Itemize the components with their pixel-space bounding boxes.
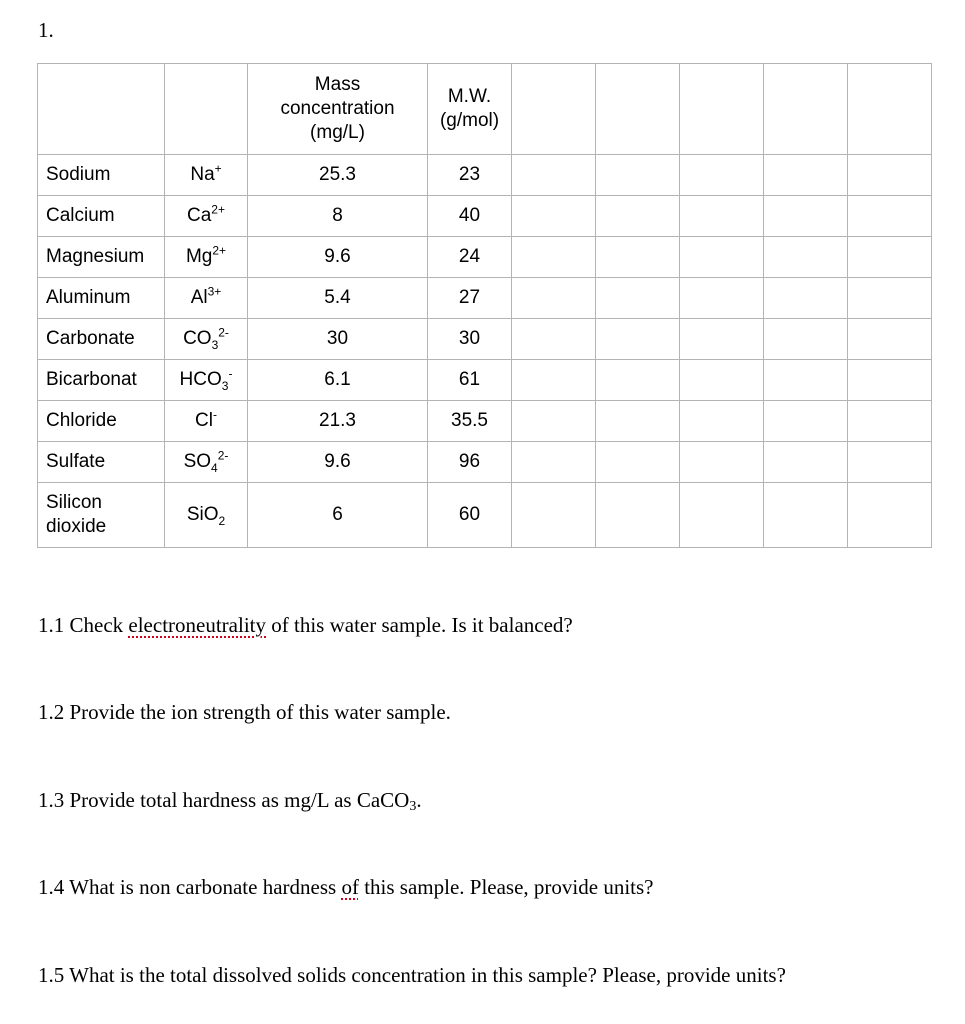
ion-formula-cell bbox=[165, 483, 248, 548]
empty-answer-cell bbox=[848, 278, 932, 319]
question-text: 1.2 Provide the ion strength of this water sample. bbox=[38, 700, 451, 724]
mass-concentration-cell: 5.4 bbox=[248, 278, 428, 319]
ion-name-cell: Aluminum bbox=[38, 278, 165, 319]
empty-answer-cell bbox=[596, 278, 680, 319]
empty-answer-cell bbox=[512, 442, 596, 483]
question-text: 1.3 Provide total hardness as mg/L as CaCO bbox=[38, 788, 410, 812]
empty-answer-cell bbox=[596, 483, 680, 548]
question-text: . bbox=[416, 788, 422, 812]
mass-concentration-cell: 30 bbox=[248, 319, 428, 360]
formula-subscript: 4 bbox=[211, 460, 218, 475]
table-row bbox=[38, 401, 932, 442]
formula-subscript: 3 bbox=[211, 337, 219, 352]
empty-answer-cell bbox=[848, 237, 932, 278]
mass-concentration-cell: 6 bbox=[248, 483, 428, 548]
empty-answer-cell bbox=[764, 360, 848, 401]
header-cell-empty bbox=[512, 64, 596, 155]
empty-answer-cell bbox=[848, 196, 932, 237]
table-row bbox=[38, 360, 932, 401]
header-cell-empty bbox=[764, 64, 848, 155]
formula-base: Na bbox=[190, 164, 215, 185]
empty-answer-cell bbox=[680, 196, 764, 237]
question-1-2 bbox=[38, 700, 451, 725]
ion-name-cell: Bicarbonat bbox=[38, 360, 165, 401]
header-cell-empty bbox=[848, 64, 932, 155]
formula-base: Ca bbox=[187, 205, 212, 226]
table-row bbox=[38, 155, 932, 196]
formula-base: SO bbox=[183, 451, 212, 472]
ion-formula-cell bbox=[165, 442, 248, 483]
table-row bbox=[38, 278, 932, 319]
empty-answer-cell bbox=[764, 483, 848, 548]
formula-charge: - bbox=[228, 366, 233, 381]
empty-answer-cell bbox=[848, 319, 932, 360]
mass-concentration-cell: 21.3 bbox=[248, 401, 428, 442]
empty-answer-cell bbox=[680, 442, 764, 483]
empty-answer-cell bbox=[512, 401, 596, 442]
formula-base: Cl bbox=[195, 410, 213, 431]
empty-answer-cell bbox=[680, 278, 764, 319]
empty-answer-cell bbox=[596, 401, 680, 442]
empty-answer-cell bbox=[848, 155, 932, 196]
empty-answer-cell bbox=[596, 360, 680, 401]
table-row bbox=[38, 483, 932, 548]
ion-name-cell: Magnesium bbox=[38, 237, 165, 278]
empty-answer-cell bbox=[680, 237, 764, 278]
table-row bbox=[38, 442, 932, 483]
ion-formula bbox=[187, 504, 225, 526]
header-cell-empty bbox=[165, 64, 248, 155]
ion-formula bbox=[183, 448, 229, 475]
empty-answer-cell bbox=[764, 155, 848, 196]
empty-answer-cell bbox=[512, 278, 596, 319]
ion-formula-cell bbox=[165, 360, 248, 401]
problem-number: 1. bbox=[38, 18, 54, 42]
molecular-weight-cell: 24 bbox=[428, 237, 512, 278]
formula-base: Mg bbox=[185, 246, 213, 267]
spellcheck-underlined-word: of bbox=[341, 875, 359, 899]
header-mw-line: M.W. bbox=[447, 86, 492, 107]
empty-answer-cell bbox=[764, 237, 848, 278]
question-text: 1.5 What is the total dissolved solids concentration in this sample? Please, provide units? bbox=[38, 963, 786, 987]
ion-formula bbox=[183, 325, 229, 352]
header-mw-line: (g/mol) bbox=[439, 110, 500, 131]
subscript-text: 3 bbox=[409, 799, 417, 814]
ion-formula-cell bbox=[165, 278, 248, 319]
empty-answer-cell bbox=[848, 483, 932, 548]
header-cell-empty bbox=[596, 64, 680, 155]
question-text: 1.4 What is non carbonate hardness bbox=[38, 875, 342, 899]
formula-charge: + bbox=[214, 161, 222, 176]
header-cell-empty bbox=[680, 64, 764, 155]
mass-concentration-cell: 9.6 bbox=[248, 442, 428, 483]
header-mass-line: concentration bbox=[280, 98, 395, 119]
formula-charge: 2+ bbox=[211, 202, 225, 217]
ion-name-cell: Silicon dioxide bbox=[38, 483, 165, 548]
formula-charge: 2- bbox=[217, 448, 229, 463]
mass-concentration-cell: 8 bbox=[248, 196, 428, 237]
table-row bbox=[38, 237, 932, 278]
question-text: 1.1 Check bbox=[38, 613, 129, 637]
empty-answer-cell bbox=[764, 278, 848, 319]
ion-formula bbox=[190, 161, 222, 186]
table-header-row bbox=[38, 64, 932, 155]
ion-name-cell: Chloride bbox=[38, 401, 165, 442]
molecular-weight-cell: 30 bbox=[428, 319, 512, 360]
formula-subscript: 2 bbox=[218, 513, 226, 528]
molecular-weight-cell: 27 bbox=[428, 278, 512, 319]
empty-answer-cell bbox=[764, 401, 848, 442]
empty-answer-cell bbox=[596, 319, 680, 360]
table-row bbox=[38, 196, 932, 237]
formula-base: Al bbox=[190, 287, 208, 308]
empty-answer-cell bbox=[764, 196, 848, 237]
empty-answer-cell bbox=[848, 401, 932, 442]
molecular-weight-cell: 96 bbox=[428, 442, 512, 483]
formula-subscript: 3 bbox=[221, 378, 229, 393]
formula-base: CO bbox=[183, 328, 212, 349]
header-mass-concentration bbox=[248, 64, 428, 155]
empty-answer-cell bbox=[512, 196, 596, 237]
formula-charge: - bbox=[212, 407, 217, 422]
formula-charge: 2+ bbox=[212, 243, 227, 258]
ion-formula bbox=[185, 243, 227, 268]
molecular-weight-cell: 35.5 bbox=[428, 401, 512, 442]
header-molecular-weight bbox=[428, 64, 512, 155]
formula-charge: 3+ bbox=[207, 284, 222, 299]
empty-answer-cell bbox=[596, 237, 680, 278]
empty-answer-cell bbox=[512, 237, 596, 278]
ion-formula-cell bbox=[165, 237, 248, 278]
formula-base: SiO bbox=[186, 504, 219, 525]
molecular-weight-cell: 60 bbox=[428, 483, 512, 548]
empty-answer-cell bbox=[680, 319, 764, 360]
empty-answer-cell bbox=[848, 360, 932, 401]
empty-answer-cell bbox=[596, 155, 680, 196]
empty-answer-cell bbox=[512, 155, 596, 196]
empty-answer-cell bbox=[680, 155, 764, 196]
question-text: this sample. Please, provide units? bbox=[358, 875, 654, 899]
empty-answer-cell bbox=[680, 401, 764, 442]
formula-charge: 2- bbox=[218, 325, 229, 340]
ion-formula bbox=[179, 366, 233, 393]
ion-name-cell: Carbonate bbox=[38, 319, 165, 360]
ion-formula bbox=[195, 407, 217, 432]
ion-formula-cell bbox=[165, 155, 248, 196]
mass-concentration-cell: 6.1 bbox=[248, 360, 428, 401]
ion-name-cell: Calcium bbox=[38, 196, 165, 237]
mass-concentration-cell: 9.6 bbox=[248, 237, 428, 278]
empty-answer-cell bbox=[764, 319, 848, 360]
ion-name-cell: Sulfate bbox=[38, 442, 165, 483]
ion-formula-cell bbox=[165, 196, 248, 237]
ion-formula bbox=[190, 284, 222, 309]
ion-data-table bbox=[37, 63, 932, 548]
header-mass-line: Mass bbox=[314, 74, 361, 95]
formula-base: HCO bbox=[179, 369, 222, 390]
question-text: of this water sample. Is it balanced? bbox=[266, 613, 573, 637]
ion-formula-cell bbox=[165, 401, 248, 442]
ion-formula-cell bbox=[165, 319, 248, 360]
question-1-1 bbox=[38, 613, 573, 638]
question-1-5 bbox=[38, 963, 786, 988]
empty-answer-cell bbox=[512, 483, 596, 548]
empty-answer-cell bbox=[512, 360, 596, 401]
empty-answer-cell bbox=[680, 483, 764, 548]
spellcheck-underlined-word: electroneutrality bbox=[128, 613, 267, 637]
mass-concentration-cell: 25.3 bbox=[248, 155, 428, 196]
empty-answer-cell bbox=[764, 442, 848, 483]
ion-name-cell: Sodium bbox=[38, 155, 165, 196]
empty-answer-cell bbox=[848, 442, 932, 483]
question-1-4 bbox=[38, 875, 654, 900]
molecular-weight-cell: 23 bbox=[428, 155, 512, 196]
empty-answer-cell bbox=[680, 360, 764, 401]
question-1-3 bbox=[38, 788, 422, 815]
header-cell-empty bbox=[38, 64, 165, 155]
empty-answer-cell bbox=[512, 319, 596, 360]
empty-answer-cell bbox=[596, 196, 680, 237]
table-row bbox=[38, 319, 932, 360]
molecular-weight-cell: 61 bbox=[428, 360, 512, 401]
header-mass-line: (mg/L) bbox=[310, 122, 365, 143]
ion-formula bbox=[187, 202, 225, 227]
molecular-weight-cell: 40 bbox=[428, 196, 512, 237]
empty-answer-cell bbox=[596, 442, 680, 483]
